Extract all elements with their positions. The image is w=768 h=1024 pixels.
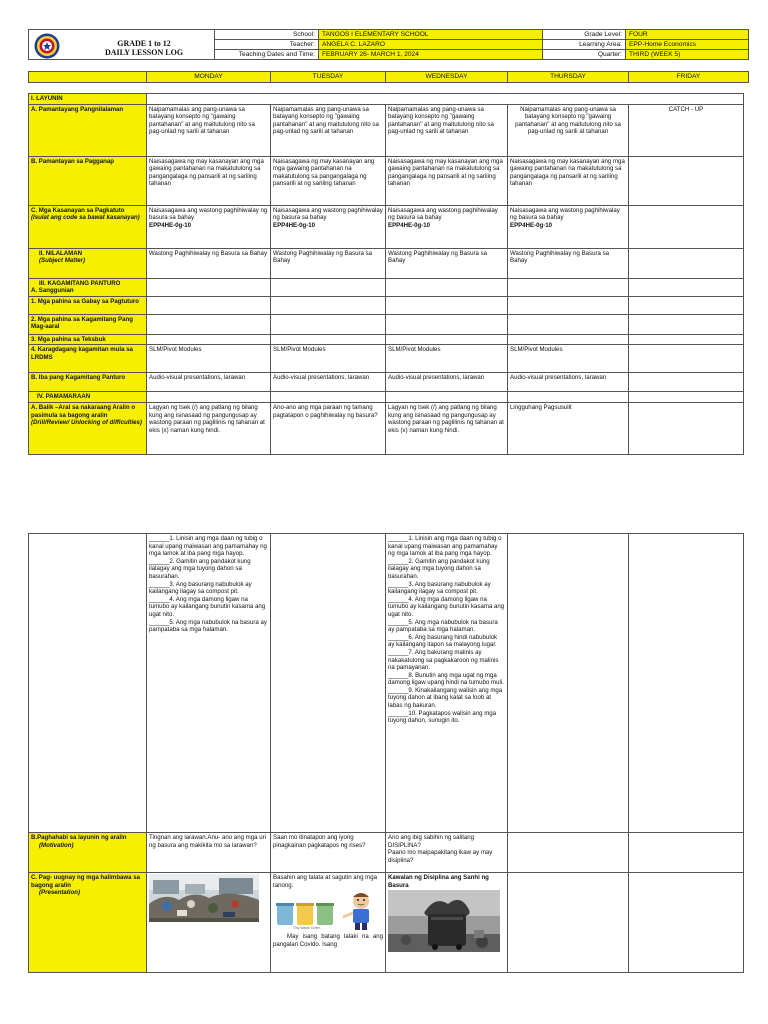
quiz-tuesday: [271, 534, 386, 833]
rb-monday: Audio-visual presentations, larawan: [147, 373, 271, 392]
nilalaman-subtitle: (Subject Matter): [39, 257, 86, 265]
day-friday: FRIDAY: [629, 72, 749, 83]
quiz-wednesday-item: ______3. Ang basurang nabubulok ay kailangang ilagay sa compost pit.: [388, 580, 491, 596]
motivation-wednesday: [386, 833, 508, 873]
quiz-wednesday-item: ______5. Ang mga nabubulok na basura ay pampataba sa mga halaman.: [388, 618, 498, 634]
pag-uugnay-label: [29, 873, 147, 973]
motivation-wednesday-q2: Paano mo maipapakitang ikaw ay may disiplina?: [388, 849, 493, 864]
nilalaman-friday: [629, 248, 744, 278]
kagamitan-friday: [629, 278, 744, 296]
layunin-blank: [147, 94, 744, 105]
balik-monday: Lagyan ng tsek (/) ang patlang ng bilang kung ang isinasaad ng pangungusap ay wastong paraan ng paglilinis ng tahanan at ekis (x) naman kung hindi.: [147, 402, 271, 454]
rb-friday: [629, 373, 744, 392]
nilalaman-wednesday: Wastong Paghihiwalay ng Basura sa Bahay: [386, 248, 508, 278]
cont-label: [29, 534, 147, 833]
r1-thursday: [508, 296, 629, 314]
quiz-wednesday-item: ______10. Pagkatapos walisin ang mga tuyong dahon, sunugin ito.: [388, 709, 497, 725]
gabay-pagtuturo-label: 1. Mga pahina sa Gabay sa Pagtuturo: [29, 296, 147, 314]
c-wednesday-code: EPP4HE-0g-10: [388, 221, 430, 229]
quiz-wednesday-item: ______6. Ang basurang hindi nabubulok ay kailangang itapon sa malayong lugar.: [388, 633, 498, 649]
kagamitan-wednesday: [386, 278, 508, 296]
quiz-monday-item: ______1. Linisin ang mga daan ng tubig o kanal upang maiwasan ang pamamahay ng mga lamok at iba pang mga hayop.: [149, 535, 267, 558]
kagamitan-label: [29, 278, 147, 296]
b-friday: [629, 156, 744, 205]
kagamitan-monday: [147, 278, 271, 296]
r4-monday: SLM/Pivot Modules: [147, 345, 271, 373]
c-tuesday-code: EPP4HE-0g-10: [273, 221, 315, 229]
quiz-monday-item: ______5. Ang mga nabubulok na basura ay pampataba sa mga halaman.: [149, 618, 267, 634]
balik-aral-label: [29, 402, 147, 454]
nilalaman-thursday: Wastong Paghihiwalay ng Basura sa Bahay: [508, 248, 629, 278]
rb-thursday: Audio-visual presentations, larawan: [508, 373, 629, 392]
area-value: EPP-Home Economics: [626, 40, 749, 50]
motivation-monday: Tingnan ang larawan.Anu- ano ang mga uri ng basura ang makikita mo sa larawan?: [147, 833, 271, 873]
kagamitang-mag-aaral-label: 2. Mga pahina sa Kagamitang Pang Mag-aaral: [29, 314, 147, 334]
rb-tuesday: Audio-visual presentations, larawan: [271, 373, 386, 392]
c-tuesday: [271, 205, 386, 248]
balik-wednesday: Lagyan ng tsek (/) ang patlang ng bilang kung ang isinasaad ng pangungusap ay wastong paraan ng paglilinis ng tahanan at ekis (x) naman kung hindi.: [386, 402, 508, 454]
balik-aral-title: A. Balik –Aral sa nakaraang Aralin o pasimula sa bagong aralin: [31, 403, 136, 419]
r2-monday: [147, 314, 271, 334]
pm-friday: [629, 392, 744, 403]
balik-friday: [629, 402, 744, 454]
quiz-monday-item: ______3. Ang basurang nabubulok ay kailangang ilagay sa compost pit.: [149, 580, 252, 596]
nilalaman-tuesday: Wastong Paghihiwalay ng Basura sa Bahay: [271, 248, 386, 278]
c-monday-code: EPP4HE-0g-10: [149, 221, 191, 229]
pamantayan-sa-pagganap-label: B. Pamantayan sa Pagganap: [29, 156, 147, 205]
day-wednesday: WEDNESDAY: [386, 72, 508, 83]
header-table: [28, 29, 749, 60]
nilalaman-monday: Wastong Paghihiwalay ng Basura sa Bahay: [147, 248, 271, 278]
grade-label: Grade Level:: [543, 30, 626, 40]
garbage-pile-photo: [149, 874, 259, 922]
presentation-tuesday: [271, 873, 386, 973]
pm-tuesday: [271, 392, 386, 403]
day-monday: MONDAY: [147, 72, 271, 83]
b-thursday: Naisasagawa ng may kasanayan ang mga gawaing pantahanan na makatutulong sa pangangalaga ng pansarili at ng sariling tahanan: [508, 156, 629, 205]
balik-thursday: Lingguhang Pagsusulit: [508, 402, 629, 454]
teacher-label: Teacher:: [215, 40, 319, 50]
c-thursday-text: Naisasagawa ang wastong paghihiwalay ng basura sa bahay: [510, 206, 620, 222]
layunin-label: I. LAYUNIN: [29, 94, 147, 105]
rb-wednesday: Audio-visual presentations, larawan: [386, 373, 508, 392]
r1-monday: [147, 296, 271, 314]
b-tuesday: Naisasagawa ng may kasanayan ang mga gawaing pantahanan na makatutulong sa pangangalaga ng pansarili at ng sariling tahanan: [271, 156, 386, 205]
waste-sorter-illustration: [273, 891, 383, 933]
quiz-wednesday-item: ______4. Ang mga damong ligaw na tumubo ay kailangang bunutin kasama ang ugat nito.: [388, 595, 505, 618]
nilalaman-title: II. NILALAMAN: [39, 249, 82, 257]
deped-seal-icon: [34, 33, 60, 59]
r3-wednesday: [386, 334, 508, 345]
title-line-2: DAILY LESSON LOG: [104, 48, 184, 57]
pag-uugnay-subtitle: (Presentation): [39, 889, 80, 897]
b-monday: Naisasagawa ng may kasanayan ang mga gawaing pantahanan na makatutulong sa pangangalaga ng pansarili at ng sariling tahanan: [147, 156, 271, 205]
c-wednesday: [386, 205, 508, 248]
pm-wednesday: [386, 392, 508, 403]
paghahabi-title: B.Paghahabi sa layunin ng aralin: [31, 834, 127, 841]
quiz-wednesday-item: ______2. Gamitin ang pandakot kung ilalagay ang mga tuyong dahon sa basurahan.: [388, 557, 490, 580]
dates-value: FEBRUARY 26- MARCH 1, 2024: [319, 50, 543, 60]
teksbuk-label: 3. Mga pahina sa Teksbuk: [29, 334, 147, 345]
c-monday: [147, 205, 271, 248]
pm-thursday: [508, 392, 629, 403]
pm-monday: [147, 392, 271, 403]
a-friday: CATCH - UP: [629, 104, 744, 156]
balik-aral-subtitle: (Drill/Review/ Unlocking of difficulties): [31, 419, 142, 427]
quiz-monday-item: ______2. Gamitin ang pandakot kung ilalagay ang mga tuyong dahon sa basurahan.: [149, 557, 251, 580]
lesson-table-part2: [28, 533, 744, 973]
r3-monday: [147, 334, 271, 345]
quiz-monday: [147, 534, 271, 833]
paghahabi-subtitle: (Motivation): [39, 841, 74, 849]
r4-wednesday: SLM/Pivot Modules: [386, 345, 508, 373]
kasanayan-subtitle: (Isulat ang code sa bawat kasanayan): [31, 214, 140, 222]
r3-tuesday: [271, 334, 386, 345]
c-wednesday-text: Naisasagawa ang wastong paghihiwalay ng basura sa bahay: [388, 206, 498, 222]
presentation-thursday: [508, 873, 629, 973]
r1-tuesday: [271, 296, 386, 314]
sanggunian-title: A. Sanggunian: [31, 287, 74, 295]
paghahabi-label: [29, 833, 147, 873]
a-monday: Naipamamalas ang pang-unawa sa batayang konsepto ng "gawaing pantahanan" at ang maitutulong nito sa pag-unlad ng sarili at tahanan: [147, 104, 271, 156]
r4-friday: [629, 345, 744, 373]
pamamaraan-label: IV. PAMAMARAAN: [29, 392, 147, 403]
area-label: Learning Area:: [543, 40, 626, 50]
presentation-wednesday-title: Kawalan ng Disiplina ang Sanhi ng Basura: [388, 874, 489, 889]
nilalaman-label: [29, 248, 147, 278]
overflowing-bin-photo: [388, 890, 500, 952]
balik-tuesday: Ano-ano ang mga paraan ng tamang pagtatapon o paghihiwalay ng basura?: [271, 402, 386, 454]
r1-friday: [629, 296, 744, 314]
presentation-wednesday: [386, 873, 508, 973]
r3-thursday: [508, 334, 629, 345]
a-wednesday: Naipamamalas ang pang-unawa sa batayang konsepto ng "gawaing pantahanan" at ang maitutulong nito sa pag-unlad ng sarili at tahanan: [386, 104, 508, 156]
presentation-tuesday-intro: Basahin ang talata at sagutin ang mga tanong.: [273, 874, 378, 889]
r2-thursday: [508, 314, 629, 334]
a-tuesday: Naipamamalas ang pang-unawa sa batayang konsepto ng "gawaing pantahanan" at ang maitutulong nito sa pag-unlad ng sarili at tahanan: [271, 104, 386, 156]
kagamitan-tuesday: [271, 278, 386, 296]
quiz-wednesday: [386, 534, 508, 833]
school-value: TANGOS I ELEMENTARY SCHOOL: [319, 30, 543, 40]
a-thursday: Naipamamalas ang pang-unawa sa batayang konsepto ng "gawaing pantahanan" at ang maitutulong nito sa pag-unlad ng sarili at tahanan: [508, 104, 629, 156]
lesson-table-part1: [28, 93, 744, 455]
r4-tuesday: SLM/Pivot Modules: [271, 345, 386, 373]
r2-wednesday: [386, 314, 508, 334]
quiz-friday: [629, 534, 744, 833]
quiz-wednesday-item: ______9. Kinakailangang walisin ang mga tuyong dahon at ibang kalat sa loob at labas ng bakuran.: [388, 686, 503, 710]
quarter-label: Quarter:: [543, 50, 626, 60]
teacher-value: ANGELA C. LAZARO: [319, 40, 543, 50]
dates-label: Teaching Dates and Time:: [215, 50, 319, 60]
pamantayang-pangnilalaman-label: A. Pamantayang Pangnilalaman: [29, 104, 147, 156]
b-wednesday: Naisasagawa ng may kasanayan ang mga gawaing pantahanan na makatutulong sa pangangalaga ng pansarili at ng sariling tahanan: [386, 156, 508, 205]
motivation-friday: [629, 833, 744, 873]
presentation-monday: [147, 873, 271, 973]
motivation-thursday: [508, 833, 629, 873]
presentation-tuesday-story: May isang batang lalaki na ang pangalan Covido. Isang: [273, 933, 383, 948]
quarter-value: THIRD (WEEK 5): [626, 50, 749, 60]
quiz-thursday: [508, 534, 629, 833]
day-thursday: THURSDAY: [508, 72, 629, 83]
header-logo-cell: [29, 30, 215, 60]
r2-tuesday: [271, 314, 386, 334]
quiz-wednesday-item: ______7. Ang bakurang malinis ay nakakatulong sa pagkakaroon ng malinis na pamayanan.: [388, 648, 499, 672]
days-row: [28, 71, 749, 83]
r2-friday: [629, 314, 744, 334]
document-title: [84, 39, 204, 57]
c-tuesday-text: Naisasagawa ang wastong paghihiwalay ng basura sa bahay: [273, 206, 383, 222]
quiz-monday-item: ______4. Ang mga damong ligaw na tumubo ay kailangang bunutin kasama ang ugat nito.: [149, 595, 266, 618]
lrdms-label: 4. Karagdagang kagamitan mula sa LRDMS: [29, 345, 147, 373]
day-tuesday: TUESDAY: [271, 72, 386, 83]
kagamitan-thursday: [508, 278, 629, 296]
r3-friday: [629, 334, 744, 345]
days-blank: [29, 72, 147, 83]
c-monday-text: Naisasagawa ang wastong paghihiwalay ng basura sa bahay: [149, 206, 268, 222]
c-thursday-code: EPP4HE-0g-10: [510, 221, 552, 229]
c-friday: [629, 205, 744, 248]
motivation-wednesday-q1: Ano ang ibig sabihin ng salitang DISIPLINA?: [388, 834, 475, 849]
r1-wednesday: [386, 296, 508, 314]
kagamitan-title: III. KAGAMITANG PANTURO: [39, 279, 121, 287]
motivation-tuesday: Saan mo itinatapon ang iyong pinagkainan pagkatapos ng rises?: [271, 833, 386, 873]
quiz-wednesday-item: ______8. Bunutin ang mga ugat ng mga damong ligaw upang hindi na tumubo muli.: [388, 671, 504, 687]
quiz-wednesday-item: ______1. Linisin ang mga daan ng tubig o kanal upang maiwasan ang pamamahay ng mga lamok at iba pang mga hayop.: [388, 535, 502, 558]
pag-uugnay-title: C. Pag- uugnay ng mga halimbawa sa bagong aralin: [31, 874, 141, 889]
school-label: School:: [215, 30, 319, 40]
title-line-1: GRADE 1 to 12: [117, 39, 171, 48]
waste-sorter-caption: Tiny Waste Sorter: [293, 926, 320, 931]
kasanayan-title: C. Mga Kasanayan sa Pagkatuto: [31, 206, 125, 214]
kasanayan-label: [29, 205, 147, 248]
presentation-friday: [629, 873, 744, 973]
grade-value: FOUR: [626, 30, 749, 40]
r4-thursday: SLM/Pivot Modules: [508, 345, 629, 373]
iba-pang-kagamitan-label: B. Iba pang Kagamitang Panturo: [29, 373, 147, 392]
c-thursday: [508, 205, 629, 248]
